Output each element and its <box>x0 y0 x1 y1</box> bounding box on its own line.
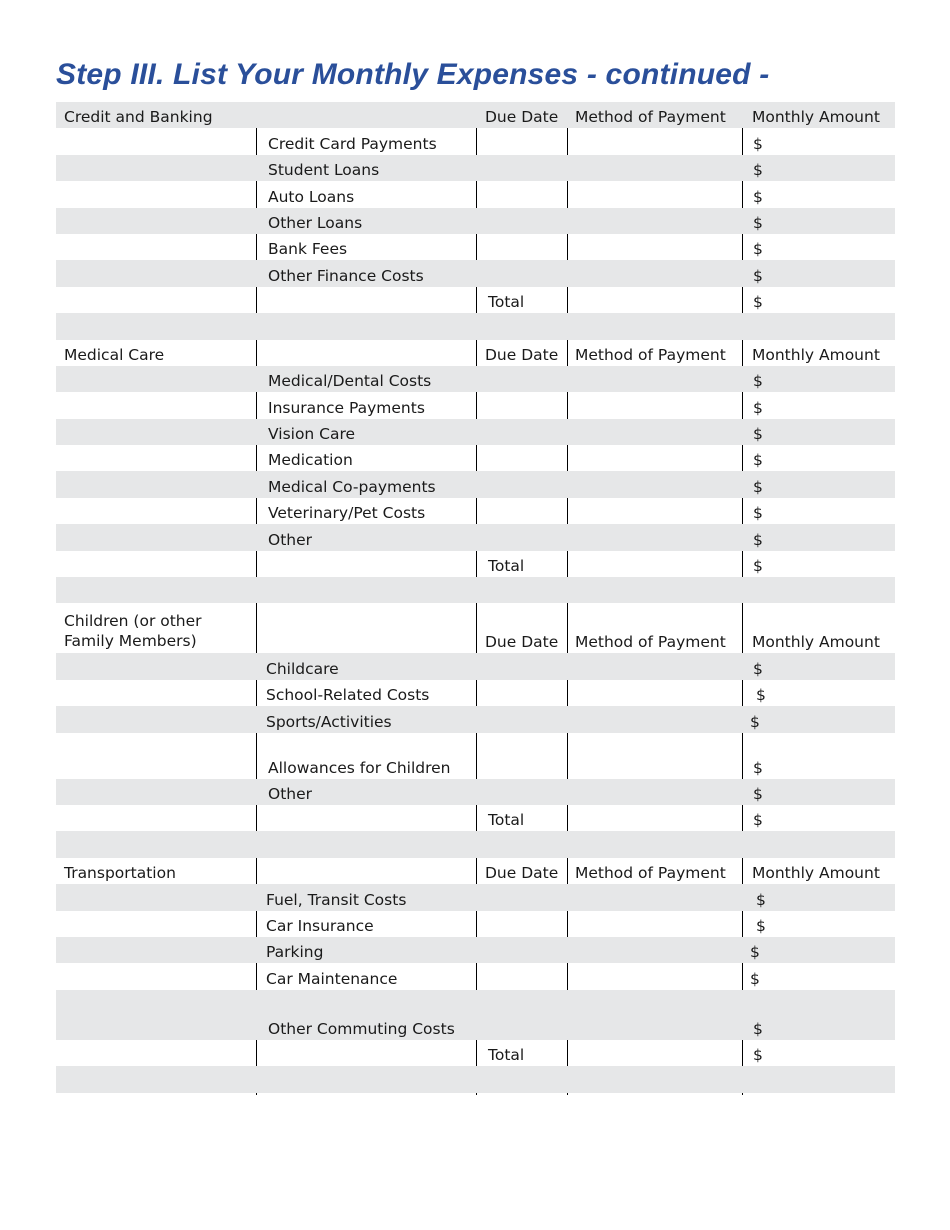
expense-label: Other Commuting Costs <box>268 1019 455 1038</box>
page-title: Step III. List Your Monthly Expenses - continued - <box>56 58 770 91</box>
total-label: Total <box>488 293 525 312</box>
amount-field[interactable]: $ <box>756 890 766 909</box>
amount-field[interactable]: $ <box>753 659 763 678</box>
total-row[interactable] <box>56 1040 895 1066</box>
expense-label: Parking <box>266 943 324 962</box>
expense-row[interactable] <box>56 524 895 550</box>
expense-label: Bank Fees <box>268 240 348 259</box>
due-date-header: Due Date <box>485 345 559 364</box>
due-date-header: Due Date <box>485 864 559 883</box>
expense-label: Fuel, Transit Costs <box>266 890 407 909</box>
expense-label: Sports/Activities <box>266 712 392 731</box>
expense-label: Veterinary/Pet Costs <box>268 504 426 523</box>
amount-field[interactable]: $ <box>750 969 760 988</box>
expense-row[interactable] <box>56 680 895 706</box>
expense-row[interactable] <box>56 234 895 260</box>
expense-label: Car Maintenance <box>266 969 398 988</box>
section-title: Medical Care <box>64 345 165 364</box>
expense-row[interactable] <box>56 445 895 471</box>
spacer-row <box>56 313 895 339</box>
total-amount-field[interactable]: $ <box>753 1046 763 1065</box>
expense-row[interactable] <box>56 937 895 963</box>
expense-label: Other Loans <box>268 213 363 232</box>
total-row[interactable] <box>56 805 895 831</box>
amount-header: Monthly Amount <box>752 345 880 364</box>
expense-label: Student Loans <box>268 161 380 180</box>
expenses-form <box>56 102 895 1093</box>
amount-field[interactable]: $ <box>753 1019 763 1038</box>
total-row[interactable] <box>56 551 895 577</box>
expense-label: Auto Loans <box>268 187 355 206</box>
expense-label: Vision Care <box>268 425 356 444</box>
expense-row[interactable] <box>56 471 895 497</box>
expense-label: Medical/Dental Costs <box>268 372 432 391</box>
expense-row[interactable] <box>56 392 895 418</box>
spacer-row <box>56 1066 895 1092</box>
amount-field[interactable]: $ <box>756 916 766 935</box>
total-row[interactable] <box>56 287 895 313</box>
expense-label: Other Finance Costs <box>268 266 424 285</box>
expense-label: Car Insurance <box>266 916 374 935</box>
section-header-row <box>56 603 895 653</box>
due-date-header: Due Date <box>485 108 559 127</box>
expense-label: Childcare <box>266 659 339 678</box>
expense-row[interactable] <box>56 990 895 1040</box>
expense-label: Credit Card Payments <box>268 134 437 153</box>
total-label: Total <box>488 811 525 830</box>
expense-row[interactable] <box>56 155 895 181</box>
section-header-row <box>56 858 895 884</box>
expense-label: Medical Co-payments <box>268 477 436 496</box>
expense-row[interactable] <box>56 208 895 234</box>
expense-label: Other <box>268 530 313 549</box>
total-label: Total <box>488 557 525 576</box>
expense-row[interactable] <box>56 884 895 910</box>
expense-label: Medication <box>268 451 353 470</box>
amount-field[interactable]: $ <box>753 784 763 803</box>
amount-header: Monthly Amount <box>752 633 880 652</box>
amount-field[interactable]: $ <box>753 161 763 180</box>
expense-row[interactable] <box>56 260 895 286</box>
amount-field[interactable]: $ <box>753 477 763 496</box>
section-header-row <box>56 340 895 366</box>
amount-field[interactable]: $ <box>750 712 760 731</box>
amount-field[interactable]: $ <box>753 530 763 549</box>
amount-field[interactable]: $ <box>753 504 763 523</box>
due-date-header: Due Date <box>485 633 559 652</box>
total-label: Total <box>488 1046 525 1065</box>
total-amount-field[interactable]: $ <box>753 557 763 576</box>
amount-header: Monthly Amount <box>752 108 880 127</box>
amount-field[interactable]: $ <box>753 134 763 153</box>
method-header: Method of Payment <box>575 108 726 127</box>
amount-field[interactable]: $ <box>753 240 763 259</box>
expense-label: School-Related Costs <box>266 686 430 705</box>
expense-row[interactable] <box>56 733 895 779</box>
expense-label: Other <box>268 784 313 803</box>
amount-field[interactable]: $ <box>753 758 763 777</box>
expense-label: Insurance Payments <box>268 398 425 417</box>
expense-row[interactable] <box>56 128 895 154</box>
expense-row[interactable] <box>56 419 895 445</box>
expense-row[interactable] <box>56 181 895 207</box>
method-header: Method of Payment <box>575 633 726 652</box>
spacer-row <box>56 577 895 603</box>
expense-label: Allowances for Children <box>268 758 451 777</box>
section-header-row <box>56 102 895 128</box>
amount-field[interactable]: $ <box>753 266 763 285</box>
expense-row[interactable] <box>56 653 895 679</box>
expense-row[interactable] <box>56 963 895 989</box>
amount-field[interactable]: $ <box>756 686 766 705</box>
section-title: Credit and Banking <box>64 108 213 127</box>
spacer-row <box>56 831 895 857</box>
amount-header: Monthly Amount <box>752 864 880 883</box>
total-amount-field[interactable]: $ <box>753 811 763 830</box>
expense-row[interactable] <box>56 911 895 937</box>
expense-row[interactable] <box>56 498 895 524</box>
amount-field[interactable]: $ <box>753 372 763 391</box>
amount-field[interactable]: $ <box>753 451 763 470</box>
amount-field[interactable]: $ <box>753 425 763 444</box>
amount-field[interactable]: $ <box>753 398 763 417</box>
expense-row[interactable] <box>56 779 895 805</box>
amount-field[interactable]: $ <box>753 187 763 206</box>
amount-field[interactable]: $ <box>750 943 760 962</box>
expense-row[interactable] <box>56 706 895 732</box>
section-title: Children (or other Family Members) <box>64 612 202 651</box>
method-header: Method of Payment <box>575 345 726 364</box>
expense-row[interactable] <box>56 366 895 392</box>
amount-field[interactable]: $ <box>753 213 763 232</box>
method-header: Method of Payment <box>575 864 726 883</box>
section-title: Transportation <box>64 864 176 883</box>
total-amount-field[interactable]: $ <box>753 293 763 312</box>
